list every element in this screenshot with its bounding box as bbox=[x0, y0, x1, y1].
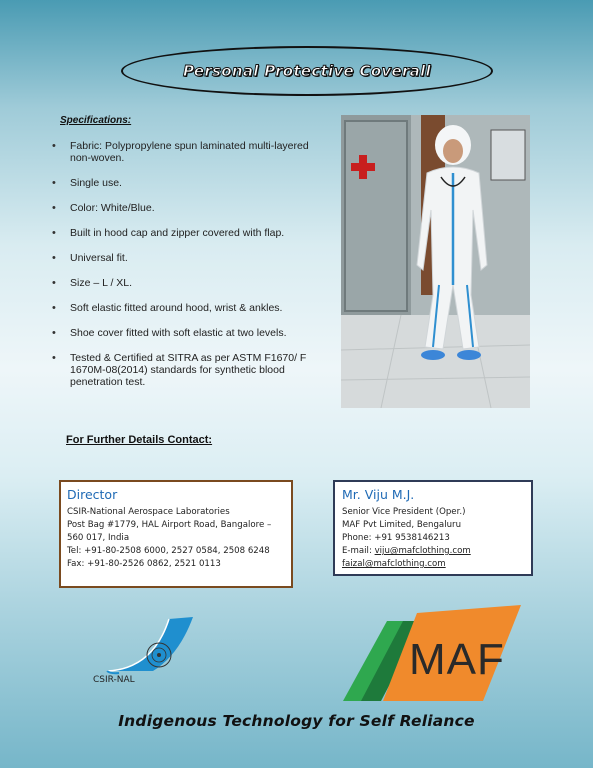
contact-line: Fax: +91-80-2526 0862, 2521 0113 bbox=[67, 559, 221, 569]
coverall-photo bbox=[341, 115, 530, 408]
email-label: E-mail: bbox=[342, 546, 375, 556]
spec-item: • Universal fit. bbox=[52, 252, 310, 264]
director-title: Director bbox=[67, 487, 118, 502]
maf-logo-text: MAF bbox=[409, 635, 505, 684]
contact-line: Post Bag #1779, HAL Airport Road, Bangalore – 560 017, India bbox=[67, 520, 272, 543]
maf-contact-title: Mr. Viju M.J. bbox=[342, 487, 415, 502]
csir-nal-label: CSIR-NAL bbox=[93, 675, 135, 685]
contact-heading: For Further Details Contact: bbox=[66, 434, 213, 446]
spec-item: • Shoe cover fitted with soft elastic at two levels. bbox=[52, 327, 310, 339]
specifications-heading: Specifications: bbox=[60, 115, 132, 126]
spec-item: • Built in hood cap and zipper covered with flap. bbox=[52, 227, 310, 239]
contact-line: Senior Vice President (Oper.) bbox=[342, 507, 466, 517]
spec-item: • Single use. bbox=[52, 177, 310, 189]
contact-line: MAF Pvt Limited, Bengaluru bbox=[342, 520, 462, 530]
title-banner bbox=[121, 46, 493, 96]
specifications-list bbox=[52, 140, 310, 401]
page-title: Personal Protective Coverall bbox=[183, 62, 431, 80]
maf-logo bbox=[343, 601, 521, 704]
spec-item: • Color: White/Blue. bbox=[52, 202, 310, 214]
director-contact-box bbox=[59, 480, 293, 588]
spec-item: • Fabric: Polypropylene spun laminated multi-layered non-woven. bbox=[52, 140, 310, 164]
email-line bbox=[342, 545, 524, 558]
maf-contact-box bbox=[333, 480, 533, 576]
email-link-viju[interactable]: viju@mafclothing.com bbox=[374, 546, 471, 556]
footer-slogan: Indigenous Technology for Self Reliance bbox=[118, 712, 475, 730]
spec-item: • Tested & Certified at SITRA as per ASTM F1670/ F 1670M-08(2014) standards for synthetic blood penetration test. bbox=[52, 352, 310, 388]
spec-item: • Size – L / XL. bbox=[52, 277, 310, 289]
contact-line: CSIR-National Aerospace Laboratories bbox=[67, 507, 230, 517]
csir-nal-logo bbox=[93, 611, 205, 691]
email-link-faizal[interactable]: faizal@mafclothing.com bbox=[342, 559, 446, 569]
spec-item: • Soft elastic fitted around hood, wrist & ankles. bbox=[52, 302, 310, 314]
contact-line: Tel: +91-80-2508 6000, 2527 0584, 2508 6248 bbox=[67, 546, 270, 556]
contact-line: Phone: +91 9538146213 bbox=[342, 533, 450, 543]
